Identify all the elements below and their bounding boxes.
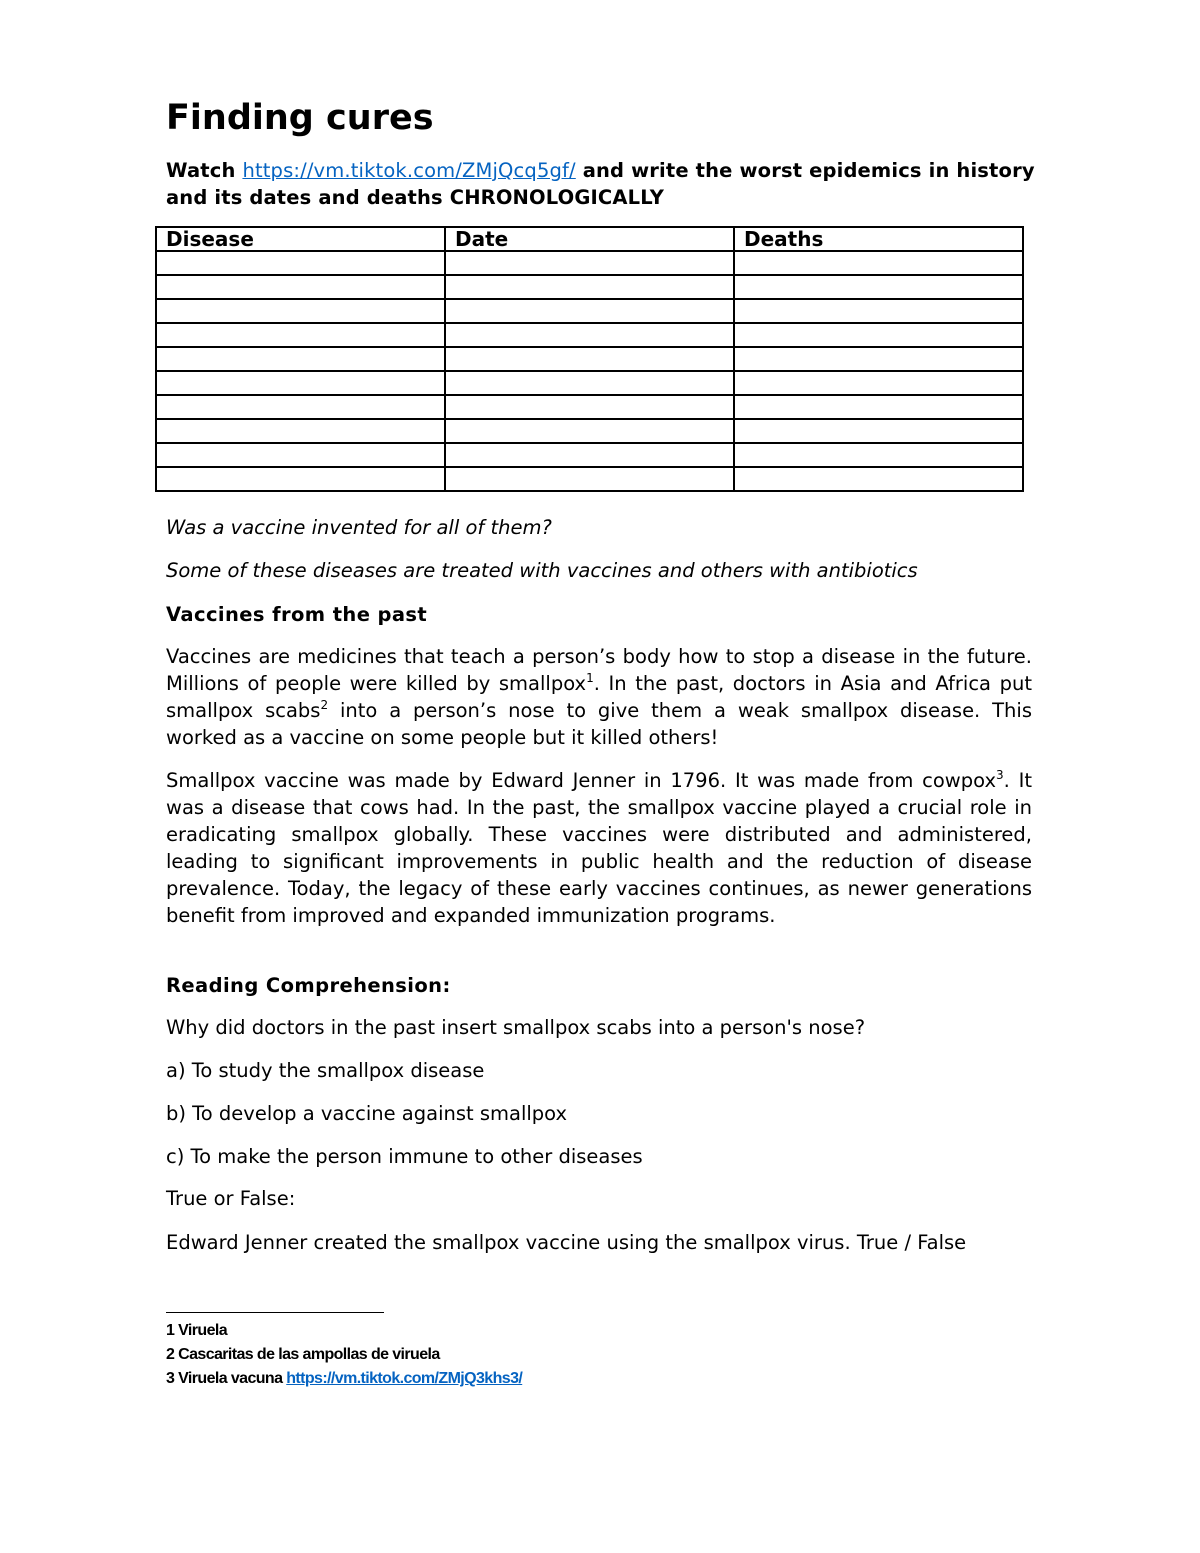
table-cell-deaths[interactable]: [734, 251, 1023, 275]
table-body: [156, 251, 1023, 491]
table-cell-deaths[interactable]: [734, 299, 1023, 323]
intro-prefix: Watch: [166, 159, 243, 182]
footnote-1: 1 Viruela: [166, 1322, 228, 1339]
footnote-3: [166, 1368, 522, 1390]
table-row: [156, 299, 1023, 323]
epidemics-table: [155, 226, 1024, 492]
table-cell-disease[interactable]: [156, 323, 445, 347]
footnote-ref-1: 1: [586, 671, 594, 685]
table-row: [156, 419, 1023, 443]
table-cell-date[interactable]: [445, 251, 734, 275]
paragraph-1-text-a: Vaccines are medicines that teach a person’s body how to stop a disease in the future. Millions of people were killed by smallpox: [166, 645, 1032, 695]
table-cell-deaths[interactable]: [734, 275, 1023, 299]
tiktok-video-link[interactable]: https://vm.tiktok.com/ZMjQcq5gf/: [242, 159, 576, 182]
paragraph-2-text-a: Smallpox vaccine was made by Edward Jenner in 1796. It was made from cowpox: [166, 769, 996, 792]
footnote-ref-3: 3: [996, 768, 1004, 782]
table-cell-date[interactable]: [445, 323, 734, 347]
footnote-separator: [166, 1312, 384, 1313]
footnote-2: 2 Cascaritas de las ampollas de viruela: [166, 1346, 440, 1363]
table-cell-deaths[interactable]: [734, 419, 1023, 443]
table-header-row: [156, 227, 1023, 251]
table-row: [156, 395, 1023, 419]
column-header-date: Date: [445, 227, 734, 251]
column-header-disease: Disease: [156, 227, 445, 251]
true-false-statement: Edward Jenner created the smallpox vaccine using the smallpox virus. True / False: [166, 1231, 967, 1254]
table-row: [156, 251, 1023, 275]
question-vaccine-for-all: Was a vaccine invented for all of them?: [166, 516, 552, 539]
table-cell-disease[interactable]: [156, 395, 445, 419]
table-row: [156, 467, 1023, 491]
table-cell-deaths[interactable]: [734, 395, 1023, 419]
table-cell-deaths[interactable]: [734, 323, 1023, 347]
table-cell-date[interactable]: [445, 371, 734, 395]
table-cell-date[interactable]: [445, 467, 734, 491]
table-cell-disease[interactable]: [156, 299, 445, 323]
table-cell-date[interactable]: [445, 443, 734, 467]
table-cell-disease[interactable]: [156, 347, 445, 371]
paragraph-1-text-b: . In the past, doctors in Asia and Africa put smallpox scabs: [166, 672, 1032, 722]
paragraph-vaccines-intro: [166, 643, 1032, 751]
intro-suffix: and write the worst epidemics in history and its dates and deaths CHRONOLOGICALLY: [166, 159, 1035, 209]
table-row: [156, 275, 1023, 299]
footnote-ref-2: 2: [320, 698, 329, 712]
table-cell-date[interactable]: [445, 275, 734, 299]
section-heading-vaccines-past: Vaccines from the past: [166, 603, 428, 626]
table-row: [156, 371, 1023, 395]
table-cell-disease[interactable]: [156, 467, 445, 491]
paragraph-2-text-b: . It was a disease that cows had. In the past, the smallpox vaccine played a crucial role in eradicating smallpox globally. These vaccines were distributed and administered, leading to significant improvements in public health and the reduction of disease prevalence. Today, the legacy of these early vaccines continues, as newer generations benefit from improved and expanded immunization programs.: [166, 769, 1032, 927]
table-row: [156, 443, 1023, 467]
table-cell-deaths[interactable]: [734, 467, 1023, 491]
table-cell-disease[interactable]: [156, 251, 445, 275]
table-cell-deaths[interactable]: [734, 371, 1023, 395]
option-b: b) To develop a vaccine against smallpox: [166, 1102, 568, 1125]
table-cell-disease[interactable]: [156, 419, 445, 443]
table-row: [156, 347, 1023, 371]
table-cell-date[interactable]: [445, 419, 734, 443]
note-vaccines-antibiotics: Some of these diseases are treated with vaccines and others with antibiotics: [166, 559, 918, 582]
page-title: Finding cures: [166, 98, 434, 138]
table-cell-deaths[interactable]: [734, 443, 1023, 467]
table-cell-date[interactable]: [445, 299, 734, 323]
column-header-deaths: Deaths: [734, 227, 1023, 251]
mc-question: Why did doctors in the past insert smallpox scabs into a person's nose?: [166, 1016, 866, 1039]
intro-instruction: [166, 157, 1046, 211]
table-cell-date[interactable]: [445, 395, 734, 419]
table-row: [156, 323, 1023, 347]
footnote-3-text: 3 Viruela vacuna: [166, 1370, 287, 1387]
section-heading-reading-comprehension: Reading Comprehension:: [166, 974, 451, 997]
paragraph-smallpox-vaccine: [166, 767, 1032, 929]
paragraph-1-text-c: into a person’s nose to give them a weak smallpox disease. This worked as a vaccine on some people but it killed others!: [166, 699, 1032, 749]
option-a: a) To study the smallpox disease: [166, 1059, 485, 1082]
table-cell-disease[interactable]: [156, 443, 445, 467]
option-c: c) To make the person immune to other diseases: [166, 1145, 643, 1168]
table-cell-disease[interactable]: [156, 275, 445, 299]
true-false-label: True or False:: [166, 1187, 296, 1210]
table-cell-disease[interactable]: [156, 371, 445, 395]
table-cell-date[interactable]: [445, 347, 734, 371]
table-cell-deaths[interactable]: [734, 347, 1023, 371]
footnote-3-link[interactable]: https://vm.tiktok.com/ZMjQ3khs3/: [286, 1370, 523, 1387]
